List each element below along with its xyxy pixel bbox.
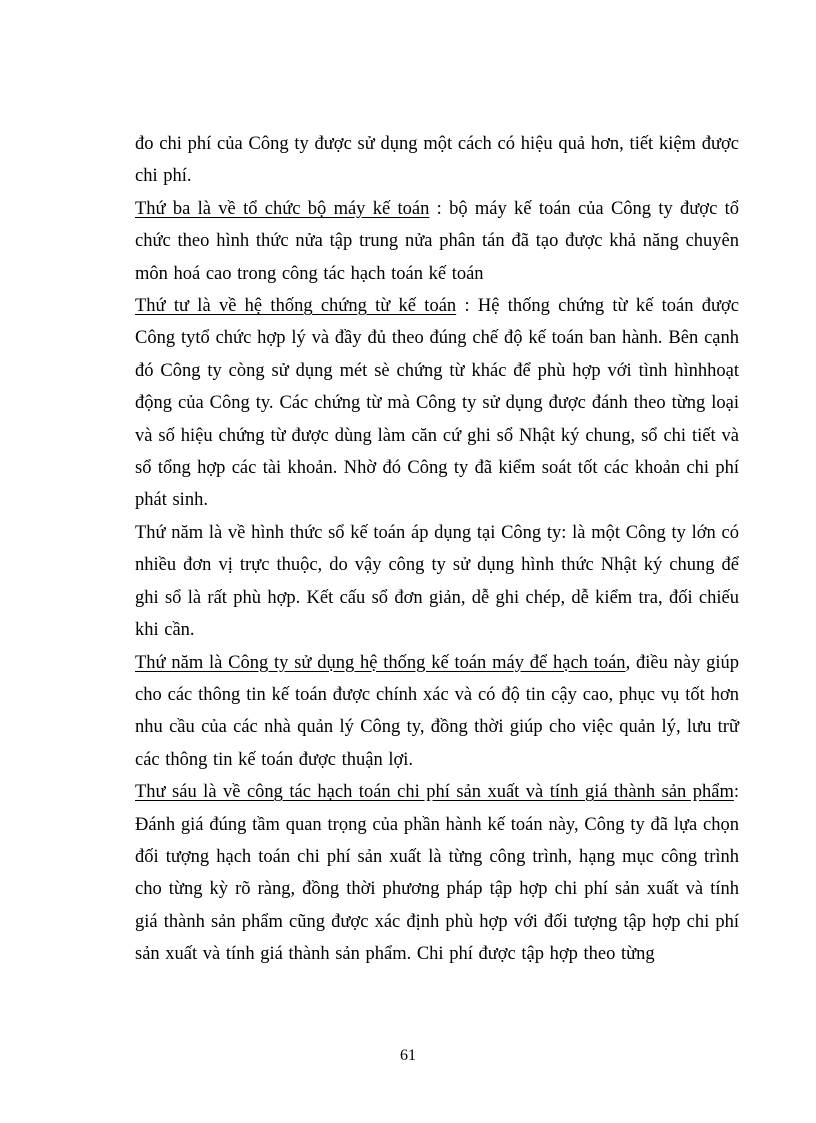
paragraph-cost-savings <box>135 128 739 193</box>
section-heading-fifth: Thứ năm là Công ty sử dụng hệ thống kế toán máy để hạch toán <box>135 652 626 673</box>
section-heading-fourth: Thứ tư là về hệ thống chứng từ kế toán <box>135 296 457 317</box>
paragraph-ledger-form <box>135 517 739 647</box>
paragraph-text: Thứ năm là về hình thức sổ kế toán áp dụng tại Công ty: là một Công ty lớn có nhiều đơn vị trực thuộc, do vậy công ty sử dụng hình thức Nhật ký chung để ghi sổ là rất phù hợp. Kết cấu sổ đơn giản, dễ ghi chép, dễ kiểm tra, đối chiếu khi cần. <box>135 522 739 641</box>
body-text <box>135 128 739 971</box>
paragraph-accounting-organization <box>135 193 739 290</box>
paragraph-text: đo chi phí của Công ty được sử dụng một cách có hiệu quả hơn, tiết kiệm được chi phí. <box>135 134 739 187</box>
section-heading-sixth: Thư sáu là về công tác hạch toán chi phí sản xuất và tính giá thành sản phẩm <box>135 782 734 803</box>
paragraph-computer-accounting <box>135 647 739 777</box>
page-number: 61 <box>400 1047 416 1064</box>
section-heading-third: Thứ ba là về tổ chức bộ máy kế toán <box>135 198 430 219</box>
paragraph-production-costing <box>135 776 739 970</box>
paragraph-text: : bộ máy kế toán của Công ty được tổ chức theo hình thức nửa tập trung nửa phân tán đã tạo được khả năng chuyên môn hoá cao trong công tác hạch toán kế toán <box>135 198 739 284</box>
paragraph-text: : Đánh giá đúng tầm quan trọng của phần hành kế toán này, Công ty đã lựa chọn đối tượng hạch toán chi phí sản xuất là từng công trình, hạng mục công trình cho từng kỳ rõ ràng, đồng thời phương pháp tập hợp chi phí sản xuất và tính giá thành sản phẩm cũng được xác định phù hợp với đối tượng tập hợp chi phí sản xuất và tính giá thành sản phẩm. Chi phí được tập hợp theo từng <box>135 782 739 965</box>
paragraph-text: : Hệ thống chứng từ kế toán được Công tytổ chức hợp lý và đầy đủ theo đúng chế độ kế toán ban hành. Bên cạnh đó Công ty còng sử dụng mét sè chứng từ khác để phù hợp với tình hìnhhoạt động của Công ty. Các chứng từ mà Công ty sử dụng được đánh theo từng loại và số hiệu chứng từ được dùng làm căn cứ ghi sổ Nhật ký chung, sổ chi tiết và sổ tổng hợp các tài khoản. Nhờ đó Công ty đã kiểm soát tốt các khoản chi phí phát sinh. <box>135 296 739 511</box>
paragraph-text: , điều này giúp cho các thông tin kế toán được chính xác và có độ tin cậy cao, phục vụ tốt hơn nhu cầu của các nhà quản lý Công ty, đồng thời giúp cho việc quản lý, lưu trữ các thông tin kế toán được thuận lợi. <box>135 652 740 770</box>
paragraph-voucher-system <box>135 290 739 517</box>
